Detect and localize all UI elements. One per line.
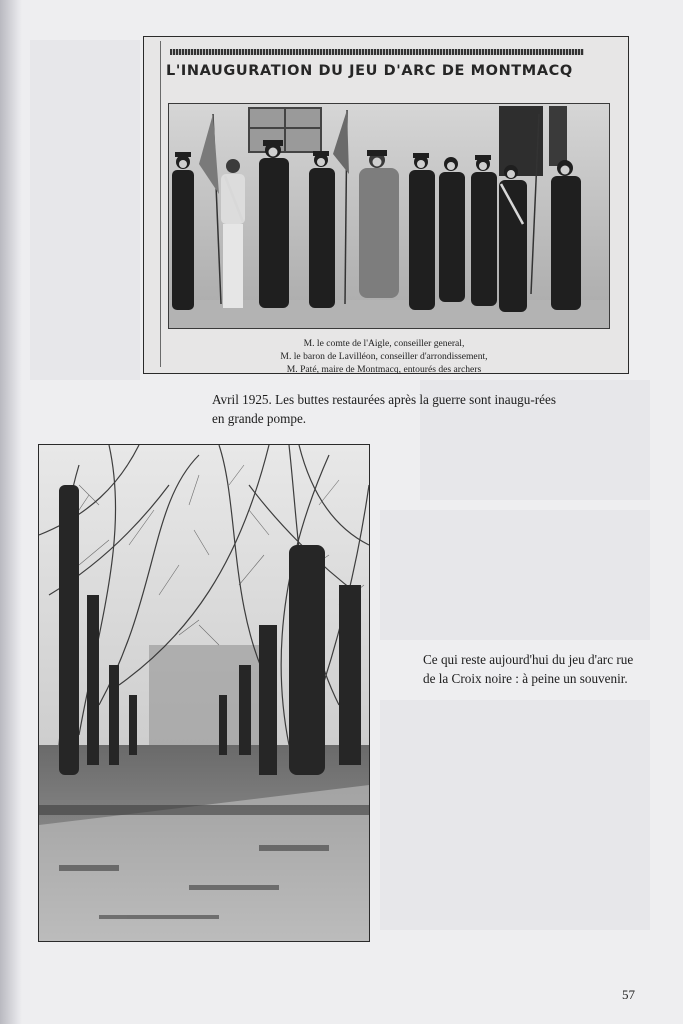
caption-line: M. le comte de l'Aigle, conseiller general, xyxy=(303,338,465,349)
newspaper-clipping xyxy=(143,36,629,374)
book-gutter-shadow xyxy=(0,0,22,1024)
top-photo-caption: Avril 1925. Les buttes restaurées après la guerre sont inaugu-rées en grande pompe. xyxy=(212,392,556,426)
page-number: 57 xyxy=(622,987,635,1002)
headline-rule xyxy=(170,49,584,55)
caption-line: M. le baron de Lavilléon, conseiller d'arrondissement, xyxy=(280,351,488,362)
bottom-photo-caption: Ce qui reste aujourd'hui du jeu d'arc rue de la Croix noire : à peine un souvenir. xyxy=(423,652,634,686)
clipping-headline: L'INAUGURATION DU JEU D'ARC DE MONTMACQ xyxy=(166,63,573,79)
clipping-caption xyxy=(174,337,594,374)
tree-alley-photo xyxy=(38,444,370,942)
bleed-through-text xyxy=(30,40,140,380)
bleed-through-text xyxy=(380,510,650,640)
clipping-margin xyxy=(146,41,161,367)
group-photo xyxy=(168,103,610,329)
tree-alley-image xyxy=(39,445,369,941)
caption-line: M. Paté, maire de Montmacq, entourés des archers xyxy=(286,364,482,374)
bleed-through-text xyxy=(380,700,650,930)
group-photo-image xyxy=(169,104,609,328)
